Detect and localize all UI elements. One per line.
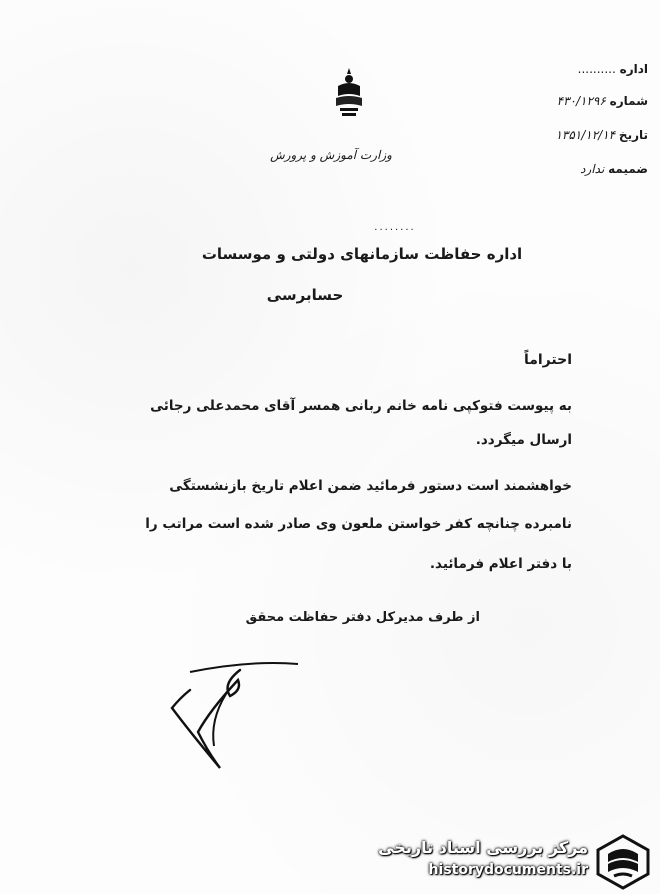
attachment-row <box>580 162 648 176</box>
number-label: شماره <box>609 94 648 108</box>
date-row <box>555 128 648 142</box>
body-line: با دفتر اعلام فرمائید. <box>429 556 572 572</box>
separator-dots: ........ <box>374 222 416 233</box>
ministry-name: وزارت آموزش و پرورش <box>270 148 392 162</box>
org-url[interactable]: historydocuments.ir <box>428 862 588 878</box>
signature-mark <box>150 650 310 780</box>
number-value: ۴۳۰/۱۲۹۶ <box>556 94 606 108</box>
body-line: نامبرده چنانچه کفر خواستن ملعون وی صادر شده است مراتب را <box>145 516 572 532</box>
footer-branding <box>372 832 660 894</box>
date-value: ۱۳۵۱/۱۲/۱۴ <box>555 128 616 142</box>
attachment-value: ندارد <box>580 162 605 176</box>
office-dots: .......... <box>577 62 616 76</box>
emblem-icon <box>330 66 368 120</box>
recipient-line-2: حسابرسی <box>266 286 344 304</box>
archive-logo-icon <box>594 832 652 890</box>
office-row <box>578 62 648 76</box>
office-label: اداره <box>619 62 648 76</box>
recipient-line-1: اداره حفاظت سازمانهای دولتی و موسسات <box>201 245 523 263</box>
body-line: خواهشمند است دستور فرمائید ضمن اعلام تاریخ بازنشستگی <box>169 478 572 494</box>
body-line: ارسال میگردد. <box>475 432 572 448</box>
body-line: به پیوست فتوکپی نامه خانم ربانی همسر آقای محمدعلی رجائی <box>150 398 572 414</box>
sender-line: از طرف مدیرکل دفتر حفاظت محقق <box>245 610 480 625</box>
date-label: تاریخ <box>618 128 648 142</box>
attachment-label: ضمیمه <box>608 162 648 176</box>
salutation: احتراماً <box>523 352 572 368</box>
number-row <box>557 94 648 108</box>
org-name: مرکز بررسی اسناد تاریخی <box>378 838 588 857</box>
